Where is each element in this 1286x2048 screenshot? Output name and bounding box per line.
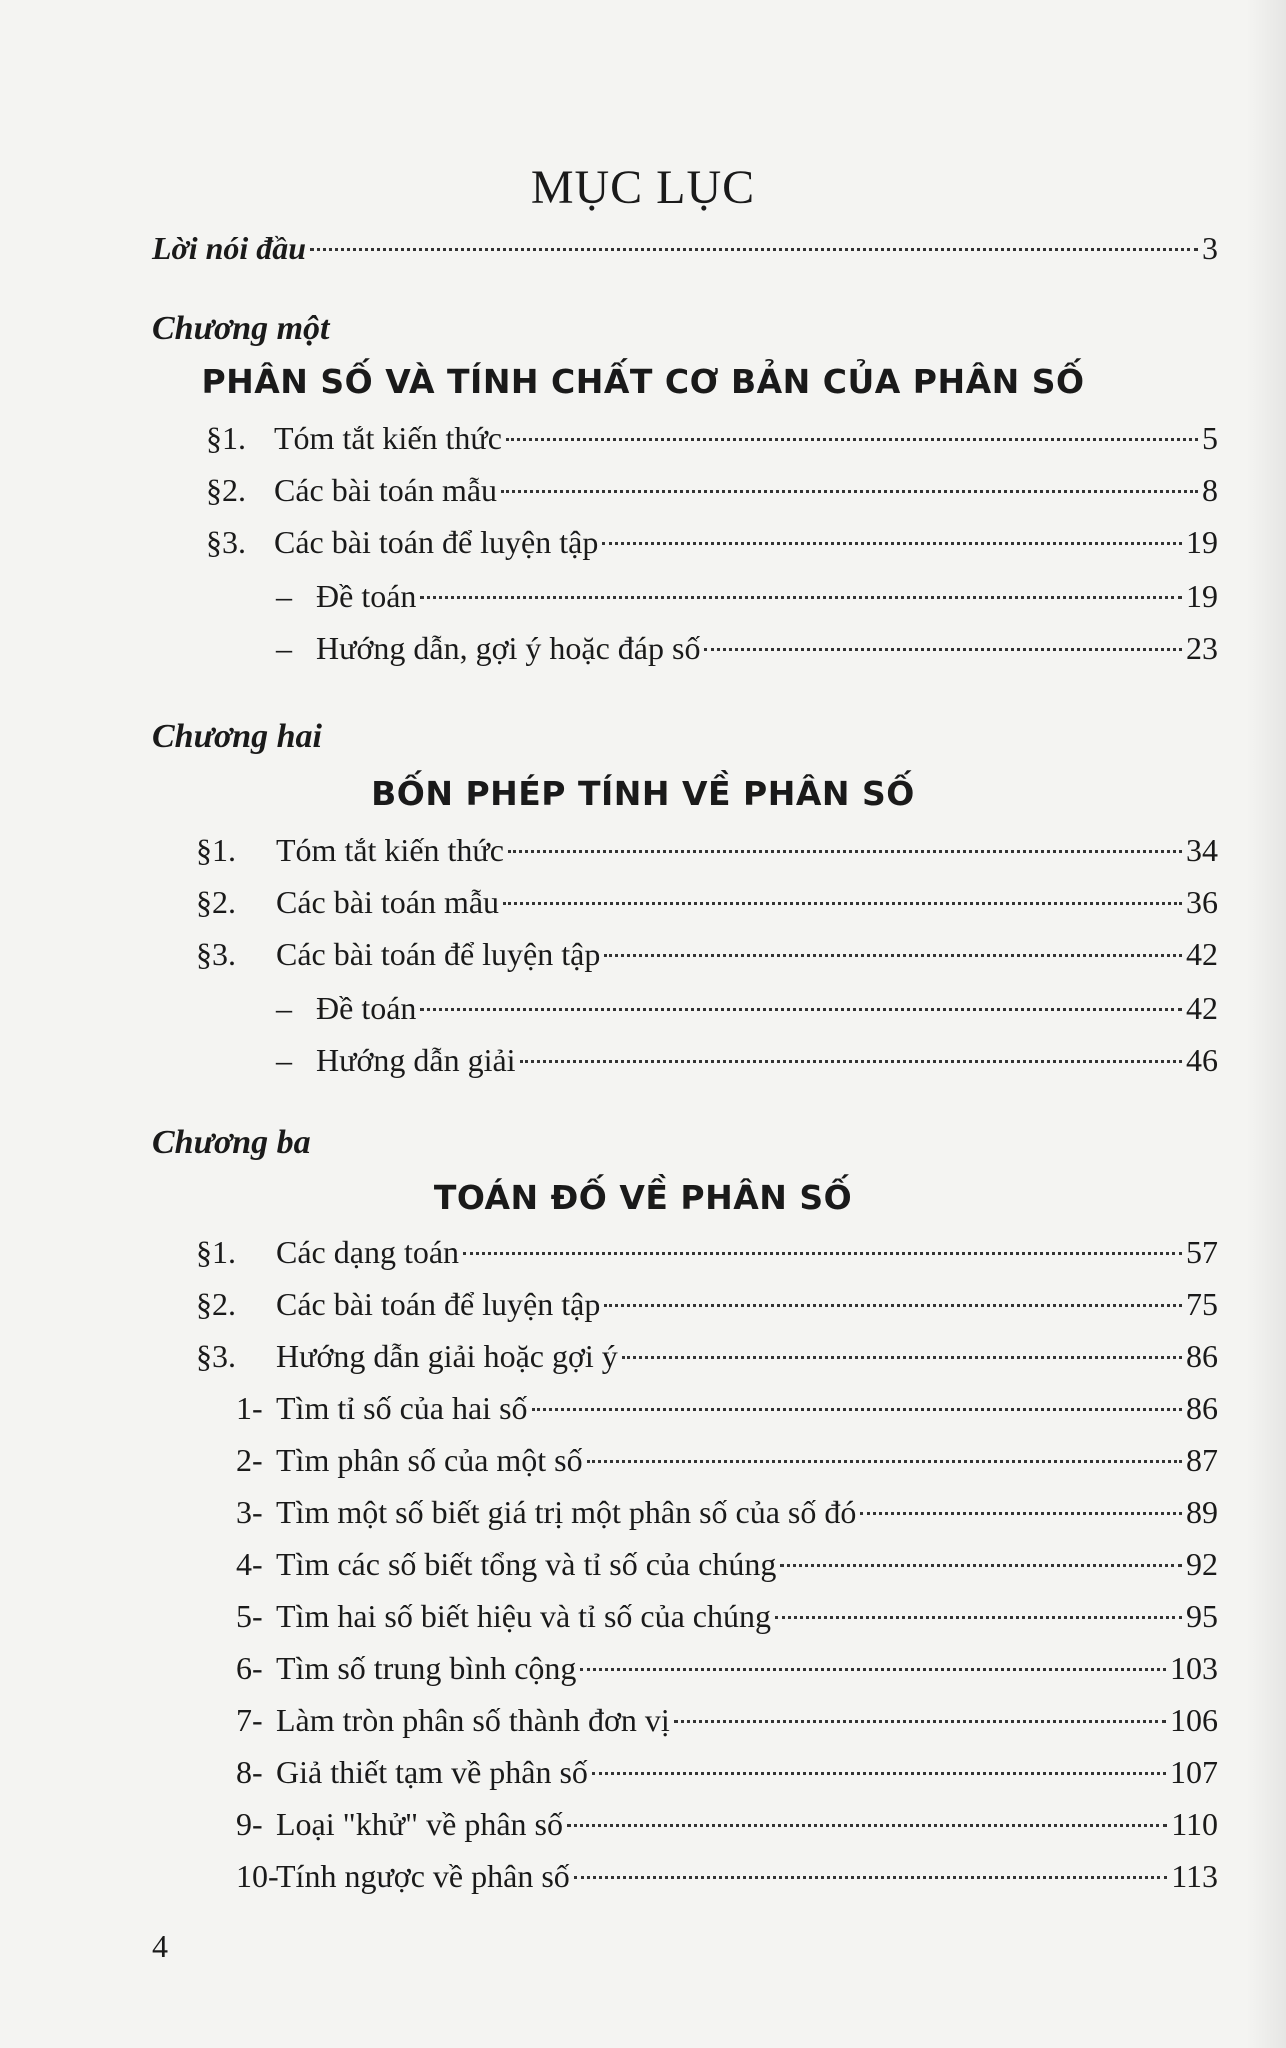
toc-entry-page: 3: [1202, 230, 1218, 266]
toc-entry-number: 2-: [236, 1442, 263, 1478]
toc-entry[interactable]: [196, 1284, 1218, 1324]
toc-entry-text: Đề toán: [316, 990, 417, 1026]
toc-entry-page: 110: [1171, 1806, 1218, 1842]
toc-entry-text: Tìm một số biết giá trị một phân số của số đó: [276, 1494, 857, 1530]
dot-leader: [587, 1460, 1182, 1463]
chapter-title: BỐN PHÉP TÍNH VỀ PHÂN SỐ: [371, 774, 915, 813]
toc-subentry[interactable]: [236, 1544, 1218, 1584]
page-title: MỤC LỤC: [530, 161, 756, 214]
toc-entry-page: 5: [1202, 420, 1218, 456]
toc-entry-number: §1.: [196, 1234, 236, 1270]
dash-bullet: –: [276, 630, 292, 666]
dash-bullet: –: [276, 1042, 292, 1078]
toc-entry-text: Tìm các số biết tổng và tỉ số của chúng: [276, 1546, 777, 1582]
toc-entry-text: Hướng dẫn giải: [316, 1042, 516, 1078]
toc-entry-page: 19: [1186, 578, 1218, 614]
dot-leader: [463, 1252, 1182, 1255]
toc-entry-number: 9-: [236, 1806, 263, 1842]
toc-entry-number: 1-: [236, 1390, 263, 1426]
toc-entry-number: 8-: [236, 1754, 263, 1790]
toc-entry[interactable]: [206, 522, 1218, 562]
toc-entry-text: Tính ngược về phân số: [276, 1858, 570, 1894]
dot-leader: [501, 490, 1198, 493]
dot-leader: [506, 438, 1198, 441]
toc-entry-page: 46: [1186, 1042, 1218, 1078]
chapter-label: Chương hai: [152, 718, 322, 755]
dot-leader: [567, 1824, 1167, 1827]
dot-leader: [704, 648, 1182, 651]
toc-entry-page: 95: [1186, 1598, 1218, 1634]
toc-entry-text: Lời nói đầu: [152, 230, 307, 266]
toc-entry[interactable]: [196, 1232, 1218, 1272]
toc-entry-text: Giả thiết tạm về phân số: [276, 1754, 588, 1790]
toc-subentry[interactable]: [276, 628, 1218, 668]
toc-entry-page: 42: [1186, 990, 1218, 1026]
toc-entry-number: §1.: [196, 832, 236, 868]
dot-leader: [310, 248, 1198, 251]
toc-entry-foreword[interactable]: [152, 228, 1218, 268]
toc-entry-number: §3.: [196, 936, 236, 972]
dash-bullet: –: [276, 578, 292, 614]
dot-leader: [604, 1304, 1182, 1307]
dot-leader: [622, 1356, 1182, 1359]
dot-leader: [602, 542, 1182, 545]
toc-entry-page: 87: [1186, 1442, 1218, 1478]
dot-leader: [604, 954, 1182, 957]
dot-leader: [592, 1772, 1166, 1775]
toc-entry-page: 23: [1186, 630, 1218, 666]
toc-entry[interactable]: [196, 882, 1218, 922]
toc-entry-number: 10-: [236, 1858, 279, 1894]
toc-entry-text: Các bài toán mẫu: [276, 884, 500, 920]
toc-entry-text: Tìm số trung bình cộng: [276, 1650, 577, 1686]
toc-entry-text: Tìm hai số biết hiệu và tỉ số của chúng: [276, 1598, 771, 1634]
toc-entry-text: Các bài toán để luyện tập: [276, 1286, 601, 1322]
toc-entry-text: Các bài toán để luyện tập: [274, 524, 599, 560]
dot-leader: [574, 1876, 1167, 1879]
toc-entry-number: §3.: [206, 524, 246, 560]
toc-entry-text: Tóm tắt kiến thức: [276, 832, 504, 868]
toc-entry-text: Hướng dẫn giải hoặc gợi ý: [276, 1338, 618, 1374]
toc-entry-number: 3-: [236, 1494, 263, 1530]
toc-entry-page: 8: [1202, 472, 1218, 508]
toc-entry-number: 4-: [236, 1546, 263, 1582]
toc-subentry[interactable]: [236, 1700, 1218, 1740]
toc-entry-page: 19: [1186, 524, 1218, 560]
toc-subentry[interactable]: [276, 1040, 1218, 1080]
toc-entry-number: 7-: [236, 1702, 263, 1738]
toc-entry-page: 107: [1170, 1754, 1218, 1790]
toc-entry-page: 75: [1186, 1286, 1218, 1322]
toc-subentry[interactable]: [276, 576, 1218, 616]
toc-entry-number: §2.: [196, 1286, 236, 1322]
toc-entry-number: §2.: [196, 884, 236, 920]
toc-entry-page: 103: [1170, 1650, 1218, 1686]
dot-leader: [775, 1616, 1182, 1619]
chapter-title: PHÂN SỐ VÀ TÍNH CHẤT CƠ BẢN CỦA PHÂN SỐ: [201, 362, 1085, 401]
toc-entry-page: 42: [1186, 936, 1218, 972]
toc-subentry[interactable]: [276, 988, 1218, 1028]
toc-entry-number: §1.: [206, 420, 246, 456]
toc-entry-text: Tìm tỉ số của hai số: [276, 1390, 528, 1426]
dot-leader: [780, 1564, 1182, 1567]
toc-entry-page: 34: [1186, 832, 1218, 868]
toc-entry-text: Các bài toán để luyện tập: [276, 936, 601, 972]
toc-entry[interactable]: [196, 934, 1218, 974]
dot-leader: [674, 1720, 1166, 1723]
toc-entry-text: Các dạng toán: [276, 1234, 460, 1270]
toc-subentry[interactable]: [236, 1596, 1218, 1636]
toc-entry-page: 86: [1186, 1390, 1218, 1426]
toc-entry-number: §3.: [196, 1338, 236, 1374]
toc-entry[interactable]: [196, 830, 1218, 870]
toc-entry[interactable]: [206, 418, 1218, 458]
toc-entry-text: Các bài toán mẫu: [274, 472, 498, 508]
toc-entry[interactable]: [196, 1336, 1218, 1376]
toc-entry-page: 89: [1186, 1494, 1218, 1530]
toc-entry-page: 106: [1170, 1702, 1218, 1738]
toc-entry-page: 92: [1186, 1546, 1218, 1582]
page-edge-shadow: [1246, 0, 1286, 2048]
chapter-label: Chương một: [152, 310, 330, 347]
chapter-title: TOÁN ĐỐ VỀ PHÂN SỐ: [433, 1178, 853, 1217]
toc-entry-text: Đề toán: [316, 578, 417, 614]
toc-entry-page: 57: [1186, 1234, 1218, 1270]
toc-subentry[interactable]: [236, 1440, 1218, 1480]
toc-entry-text: Tóm tắt kiến thức: [274, 420, 502, 456]
toc-entry-number: §2.: [206, 472, 246, 508]
dot-leader: [420, 596, 1182, 599]
toc-entry-page: 36: [1186, 884, 1218, 920]
toc-entry-text: Tìm phân số của một số: [276, 1442, 583, 1478]
dot-leader: [420, 1008, 1182, 1011]
chapter-label: Chương ba: [152, 1124, 311, 1161]
toc-subentry[interactable]: [236, 1752, 1218, 1792]
toc-subentry[interactable]: [236, 1648, 1218, 1688]
dot-leader: [580, 1668, 1166, 1671]
page-number: 4: [152, 1928, 168, 1964]
dot-leader: [532, 1408, 1182, 1411]
dot-leader: [860, 1512, 1182, 1515]
toc-entry-text: Làm tròn phân số thành đơn vị: [276, 1702, 670, 1738]
dash-bullet: –: [276, 990, 292, 1026]
toc-entry-number: 5-: [236, 1598, 263, 1634]
dot-leader: [520, 1060, 1182, 1063]
dot-leader: [508, 850, 1182, 853]
toc-subentry[interactable]: [236, 1856, 1218, 1896]
toc-entry-page: 113: [1171, 1858, 1218, 1894]
toc-subentry[interactable]: [236, 1388, 1218, 1428]
toc-subentry[interactable]: [236, 1804, 1218, 1844]
toc-subentry[interactable]: [236, 1492, 1218, 1532]
dot-leader: [503, 902, 1182, 905]
toc-entry-text: Hướng dẫn, gợi ý hoặc đáp số: [316, 630, 701, 666]
toc-entry-number: 6-: [236, 1650, 263, 1686]
toc-entry[interactable]: [206, 470, 1218, 510]
toc-entry-text: Loại "khử" về phân số: [276, 1806, 563, 1842]
toc-entry-page: 86: [1186, 1338, 1218, 1374]
